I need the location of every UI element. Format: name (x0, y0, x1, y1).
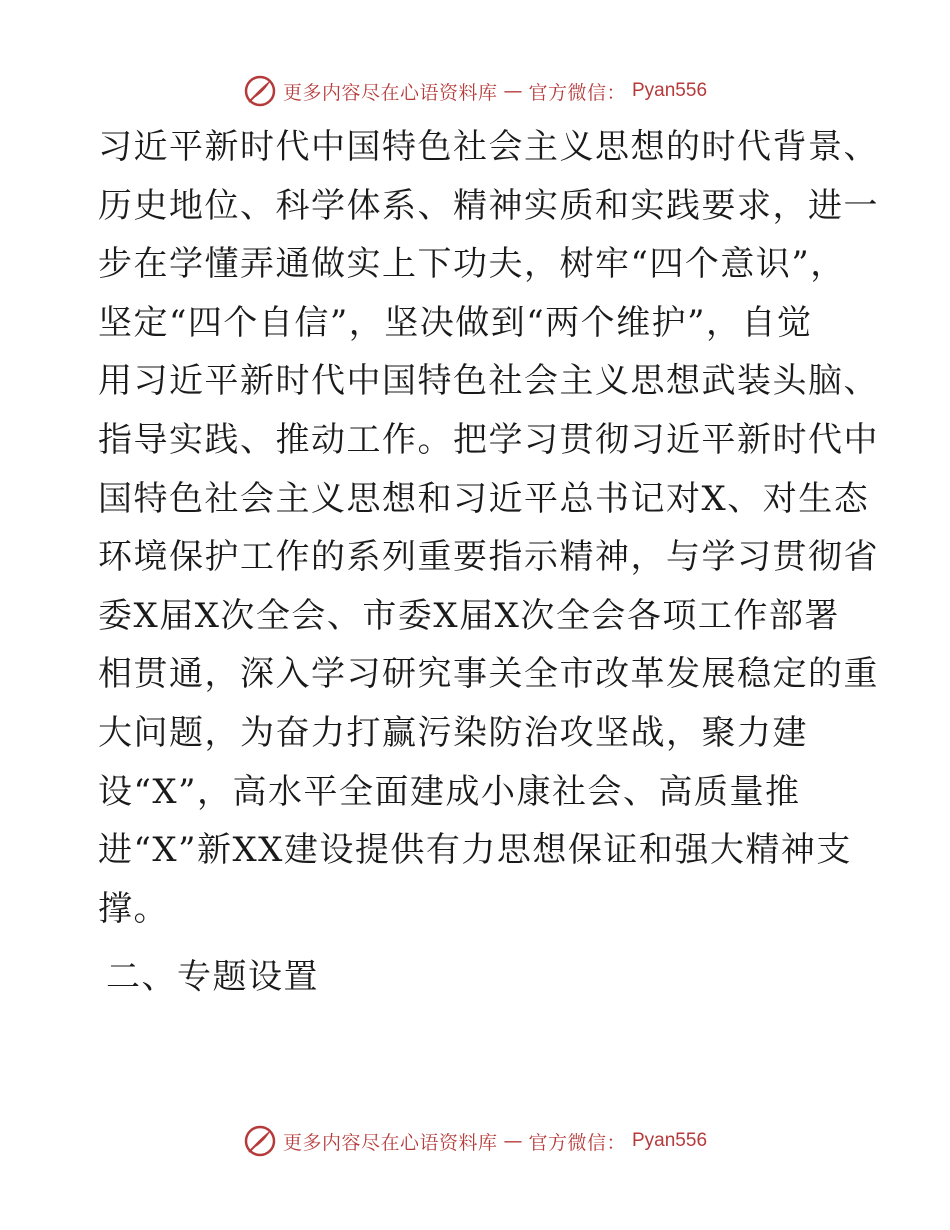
body-line: 坚定“四个自信”，坚决做到“两个维护”，自觉 (98, 302, 813, 343)
body-line: 习近平新时代中国特色社会主义思想的时代背景、 (98, 127, 879, 167)
quill-logo-icon (243, 74, 277, 108)
watermark-separator: — (503, 80, 523, 102)
body-line: 撑。 (98, 888, 169, 929)
body-line: 相贯通，深入学习研究事关全市改革发展稳定的重 (98, 654, 879, 695)
quill-logo-icon (243, 1124, 277, 1158)
watermark-handle: Pyan556 (632, 80, 708, 101)
body-line: 指导实践、推动工作。把学习贯彻习近平新时代中 (98, 419, 879, 460)
header-watermark (0, 74, 950, 108)
watermark-text: 更多内容尽在心语资料库 (282, 81, 498, 104)
footer-watermark (0, 1124, 950, 1158)
watermark-wechat-label: 官方微信： (528, 81, 626, 104)
body-line: 设“X”，高水平全面建成小康社会、高质量推 (98, 771, 801, 812)
body-line: 国特色社会主义思想和习近平总书记对X、对生态 (98, 478, 870, 519)
body-line: 进“X”新XX建设提供有力思想保证和强大精神支 (98, 830, 852, 871)
watermark-text: 更多内容尽在心语资料库 (282, 1131, 498, 1154)
body-line: 步在学懂弄通做实上下功夫，树牢“四个意识”， (98, 244, 846, 285)
watermark-handle: Pyan556 (632, 1130, 708, 1151)
body-line: 委X届X次全会、市委X届X次全会各项工作部署 (98, 595, 840, 636)
body-line: 用习近平新时代中国特色社会主义思想武装头脑、 (98, 361, 879, 402)
section-heading: 二、专题设置 (106, 957, 319, 997)
body-line: 环境保护工作的系列重要指示精神，与学习贯彻省 (98, 537, 879, 578)
watermark-wechat-label: 官方微信： (528, 1131, 626, 1154)
body-line: 大问题，为奋力打赢污染防治攻坚战，聚力建 (98, 712, 808, 753)
watermark-separator: — (503, 1130, 523, 1152)
body-paragraph (98, 118, 879, 938)
body-line: 历史地位、科学体系、精神实质和实践要求，进一 (98, 185, 879, 226)
